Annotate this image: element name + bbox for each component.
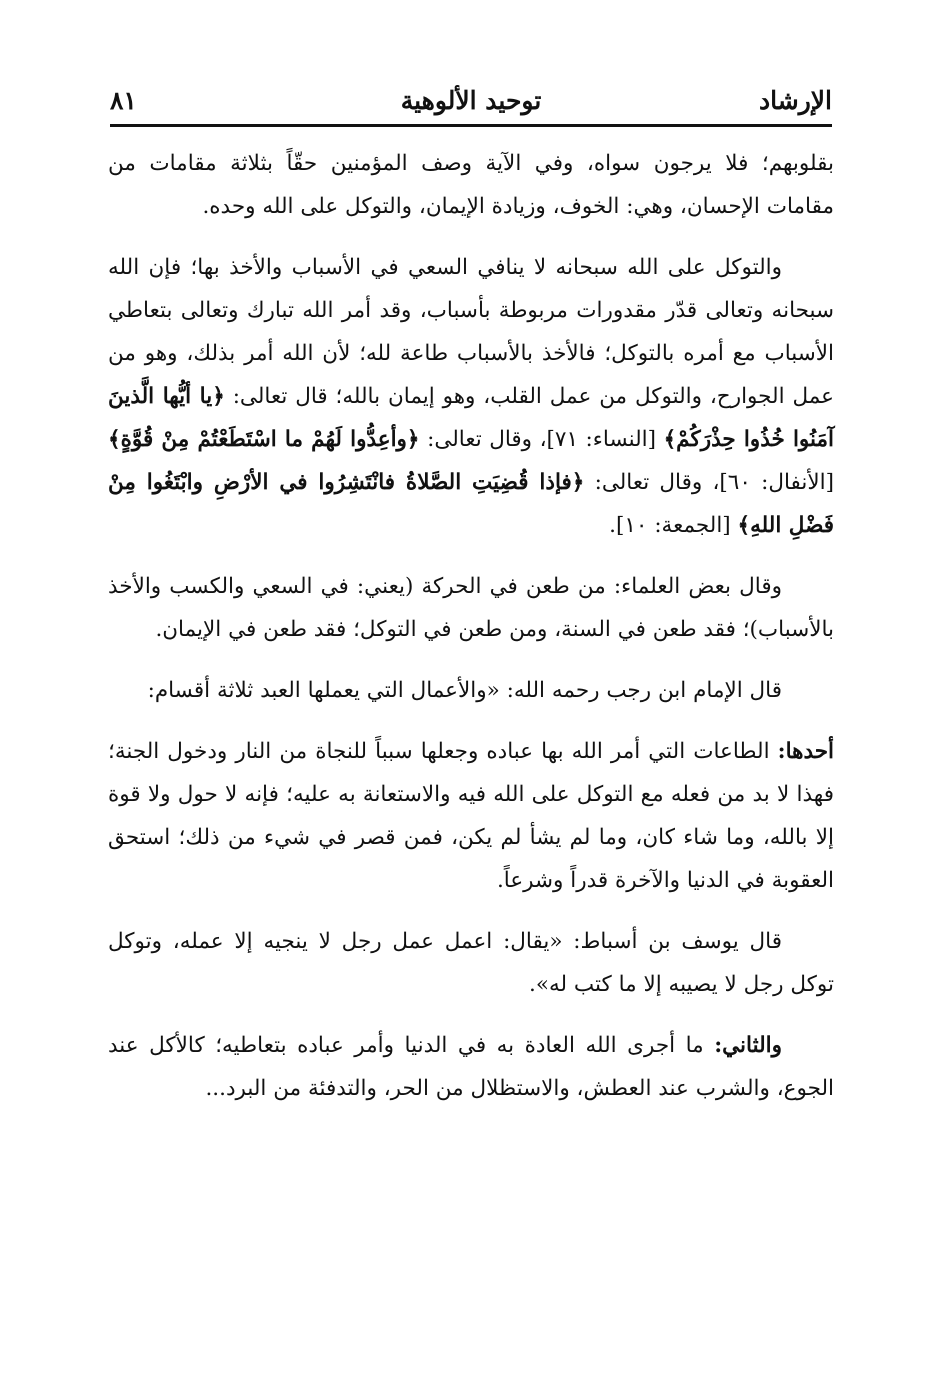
page-body (108, 142, 834, 1128)
book-title: الإرشاد (759, 86, 832, 115)
paragraph-3: وقال بعض العلماء: من طعن في الحركة (يعني: في السعي والكسب والأخذ بالأسباب)؛ فقد طعن في السنة، ومن طعن في التوكل؛ فقد طعن في الإيمان. (108, 574, 834, 642)
verse-ref-2: [الأنفال: ٦٠]، وقال تعالى: (594, 470, 834, 495)
paragraph-4: قال الإمام ابن رجب رحمه الله: «والأعمال التي يعملها العبد ثلاثة أقسام: (147, 678, 782, 703)
header-rule (110, 124, 832, 127)
paragraph-7 (108, 1024, 834, 1110)
paragraph-2-text-a: والتوكل على الله سبحانه لا ينافي السعي في الأسباب والأخذ بها؛ فإن الله سبحانه وتعالى قدّر مقدورات مربوطة بأسباب، وقد أمر الله تبارك وتعالى بتعاطي الأسباب مع أمره بالتوكل؛ فالأخذ بالأسباب طاعة لله؛ لأن الله أمر بذلك، وهو من عمل الجوارح، والتوكل من عمل القلب، وهو إيمان بالله؛ قال تعالى: (108, 255, 834, 409)
paragraph-5-text: الطاعات التي أمر الله بها عباده وجعلها سبباً للنجاة من النار ودخول الجنة؛ فهذا لا بد من فعله مع التوكل على الله فيه والاستعانة به عليه؛ فإنه لا حول ولا قوة إلا بالله، وما شاء كان، وما لم يشأ لم يكن، فمن قصر في شيء من ذلك؛ استحق العقوبة في الدنيا والآخرة قدراً وشرعاً. (108, 739, 834, 893)
paragraph-5 (108, 730, 834, 902)
verse-ref-1: [النساء: ٧١]، وقال تعالى: (427, 427, 657, 452)
paragraph-6: قال يوسف بن أسباط: «يقال: اعمل عمل رجل لا ينجيه إلا عمله، وتوكل توكل رجل لا يصيبه إلا ما كتب له». (108, 929, 834, 997)
paragraph-1: بقلوبهم؛ فلا يرجون سواه، وفي الآية وصف المؤمنين حقّاً بثلاثة مقامات من مقامات الإحسان، وهي: الخوف، وزيادة الإيمان، والتوكل على الله وحده. (108, 151, 834, 219)
verse-ref-3: [الجمعة: ١٠]. (609, 513, 731, 538)
quran-verse-2: ﴿وأعِدُّوا لَهُمْ ما اسْتَطَعْتُمْ مِنْ قُوَّةٍ﴾ (108, 427, 420, 452)
page-header (110, 86, 832, 120)
quran-verse-1: ﴿يا أيُّها الَّذينَ آمَنُوا خُذُوا حِذْرَكُمْ﴾ (108, 384, 834, 452)
paragraph-7-lead: والثاني: (714, 1033, 782, 1058)
chapter-title: توحيد الألوهية (400, 86, 542, 115)
paragraph-7-text: ما أجرى الله العادة به في الدنيا وأمر عباده بتعاطيه؛ كالأكل عند الجوع، والشرب عند العطش، والاستظلال من الحر، والتدفئة من البرد... (108, 1033, 834, 1101)
quran-verse-3: ﴿فإذا قُضِيَتِ الصَّلاةُ فانْتَشِرُوا في الأرْضِ وابْتَغُوا مِنْ فَضْلِ اللهِ﴾ (108, 470, 834, 538)
paragraph-2 (108, 246, 834, 547)
paragraph-5-lead: أحدها: (777, 739, 835, 764)
page-number: ٨١ (110, 86, 137, 115)
